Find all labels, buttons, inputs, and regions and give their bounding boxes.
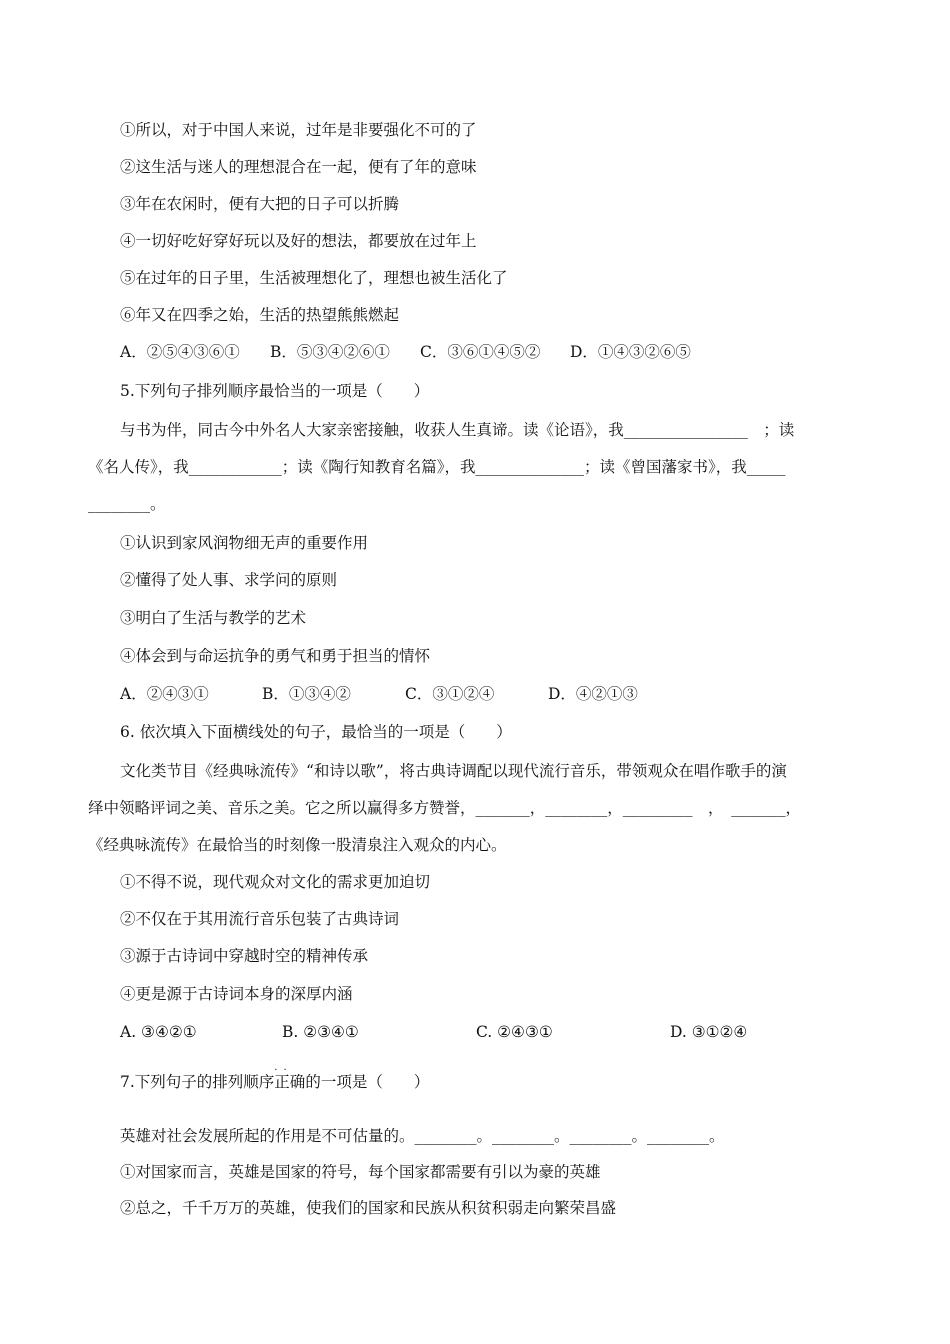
q6-item-4: ④更是源于古诗词本身的深厚内涵 bbox=[120, 985, 353, 1003]
q6-stem: 6. 依次填入下面横线处的句子，最恰当的一项是（ ） bbox=[120, 723, 512, 741]
q7-item-2: ②总之，千千万万的英雄，使我们的国家和民族从积贫积弱走向繁荣昌盛 bbox=[120, 1199, 617, 1217]
q6-option-b: B. ②③④① bbox=[282, 1023, 359, 1041]
q7-stem-before: 7.下列句子的排列顺序 bbox=[120, 1073, 275, 1091]
q7-item-1: ①对国家而言，英雄是国家的符号，每个国家都需要有引以为豪的英雄 bbox=[120, 1163, 601, 1181]
q7-stem-emphasis bbox=[274, 1062, 306, 1092]
q5-passage-line-3: ________。 bbox=[88, 495, 166, 513]
q5-item-4: ④体会到与命运抗争的勇气和勇于担当的情怀 bbox=[120, 647, 431, 665]
q5-option-b: B．①③④② bbox=[262, 685, 351, 703]
q4-option-d: D．①④③②⑥⑤ bbox=[570, 343, 691, 361]
q7-stem-emphasis-text: 正确 bbox=[274, 1073, 306, 1091]
q5-passage-line-1: 与书为伴，同古今中外名人大家亲密接触，收获人生真谛。读《论语》，我________________ ；读 bbox=[120, 421, 795, 439]
q5-option-d: D．④②①③ bbox=[548, 685, 638, 703]
q4-option-a: A．②⑤④③⑥① bbox=[120, 343, 240, 361]
q4-item-6: ⑥年又在四季之始，生活的热望熊熊燃起 bbox=[120, 306, 400, 324]
q4-option-c: C．③⑥①④⑤② bbox=[420, 343, 541, 361]
q5-option-c: C．③①②④ bbox=[405, 685, 495, 703]
emphasis-dots: .. bbox=[274, 1062, 293, 1073]
q5-item-2: ②懂得了处人事、求学问的原则 bbox=[120, 571, 338, 589]
q6-item-1: ①不得不说，现代观众对文化的需求更加迫切 bbox=[120, 873, 431, 891]
q6-item-3: ③源于古诗词中穿越时空的精神传承 bbox=[120, 947, 369, 965]
q5-option-a: A．②④③① bbox=[120, 685, 209, 703]
q7-passage-line-1: 英雄对社会发展所起的作用是不可估量的。________。________。________。________。 bbox=[120, 1127, 725, 1145]
q4-item-1: ①所以，对于中国人来说，过年是非要强化不可的了 bbox=[120, 121, 477, 139]
q4-item-4: ④一切好吃好穿好玩以及好的想法，都要放在过年上 bbox=[120, 232, 477, 250]
q6-item-2: ②不仅在于其用流行音乐包装了古典诗词 bbox=[120, 910, 400, 928]
q4-item-3: ③年在农闲时，便有大把的日子可以折腾 bbox=[120, 195, 400, 213]
q7-stem-after: 的一项是（ ） bbox=[305, 1073, 430, 1091]
q6-passage-line-3: 《经典咏流传》在最恰当的时刻像一股清泉注入观众的内心。 bbox=[88, 836, 507, 854]
q6-passage-line-2: 绎中领略评词之美、音乐之美。它之所以赢得多方赞誉，_______，________，_________ ， _______， bbox=[88, 799, 802, 817]
q6-option-d: D. ③①②④ bbox=[670, 1023, 748, 1041]
q5-item-1: ①认识到家风润物细无声的重要作用 bbox=[120, 534, 369, 552]
q4-item-5: ⑤在过年的日子里，生活被理想化了，理想也被生活化了 bbox=[120, 269, 508, 287]
q5-passage-line-2: 《名人传》，我____________；读《陶行知教育名篇》，我______________；读《曾国藩家书》，我_____ bbox=[88, 458, 786, 476]
q4-option-b: B．⑤③④②⑥① bbox=[270, 343, 390, 361]
q7-stem bbox=[120, 1062, 430, 1092]
q6-option-a: A. ③④②① bbox=[120, 1023, 197, 1041]
q4-item-2: ②这生活与迷人的理想混合在一起，便有了年的意味 bbox=[120, 158, 477, 176]
q5-stem: 5.下列句子排列顺序最恰当的一项是（ ） bbox=[120, 382, 430, 400]
q6-option-c: C. ②④③① bbox=[476, 1023, 553, 1041]
q5-item-3: ③明白了生活与教学的艺术 bbox=[120, 609, 307, 627]
q6-passage-line-1: 文化类节目《经典咏流传》“和诗以歌”，将古典诗调配以现代流行音乐，带领观众在唱作歌手的演 bbox=[120, 762, 787, 780]
